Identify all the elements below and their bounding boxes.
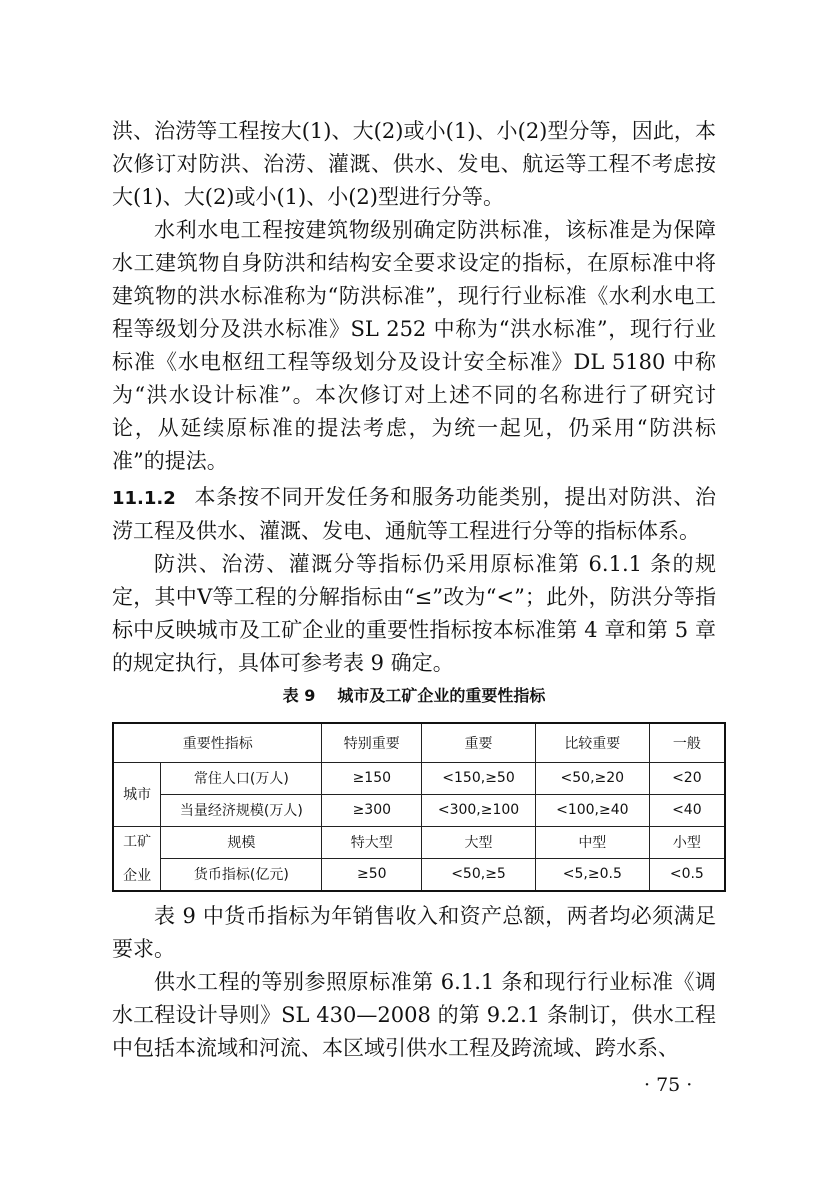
table-cell: <50,≥5: [422, 858, 536, 891]
table-cell: <50,≥20: [535, 762, 649, 794]
table-cell: 小型: [649, 826, 725, 858]
header-relatively-important: 比较重要: [535, 723, 649, 762]
table-cell: <5,≥0.5: [535, 858, 649, 891]
table-cell: <0.5: [649, 858, 725, 891]
header-important: 重要: [422, 723, 536, 762]
paragraph-continuation: 洪、治涝等工程按大(1)、大(2)或小(1)、小(2)型分等，因此，本次修订对防洪、治涝、灌溉、供水、发电、航运等工程不考虑按大(1)、大(2)或小(1)、小(2)型进行分等。: [112, 119, 716, 209]
table-row: [113, 858, 725, 891]
paragraph-currency-note: 表 9 中货币指标为年销售收入和资产总额，两者均必须满足要求。: [112, 904, 716, 961]
table-cell: 中型: [535, 826, 649, 858]
table-title: 城市及工矿企业的重要性指标: [337, 686, 546, 705]
table-cell: 大型: [422, 826, 536, 858]
table-row: [113, 762, 725, 794]
table-cell: 特大型: [322, 826, 422, 858]
clause-11-1-2: [112, 481, 716, 548]
table-caption: [112, 683, 716, 706]
importance-table: [112, 722, 726, 892]
table-cell: <300,≥100: [422, 794, 536, 826]
table-cell: <20: [649, 762, 725, 794]
table-row: [113, 794, 725, 826]
paragraph-grading-indicators: 防洪、治涝、灌溉分等指标仍采用原标准第 6.1.1 条的规定，其中Ⅴ等工程的分解指标由“≤”改为“<”；此外，防洪分等指标中反映城市及工矿企业的重要性指标按本标准第 4 章和第 5 章的规定执行，具体可参考表 9 确定。: [112, 552, 716, 675]
clause-number: 11.1.2: [112, 488, 176, 509]
table-cell: <100,≥40: [535, 794, 649, 826]
table-cell: <40: [649, 794, 725, 826]
table-cell: ≥300: [322, 794, 422, 826]
table-number: 表 9: [282, 686, 316, 705]
row-label: 货币指标(亿元): [161, 858, 322, 891]
table-cell: <150,≥50: [422, 762, 536, 794]
header-indicator: 重要性指标: [113, 723, 322, 762]
page-number: · 75 ·: [644, 1074, 693, 1096]
group-city: 城市: [113, 762, 161, 826]
table-cell: ≥150: [322, 762, 422, 794]
group-industrial-enterprise: [113, 826, 161, 891]
paragraph-water-supply: 供水工程的等别参照原标准第 6.1.1 条和现行行业标准《调水工程设计导则》SL 430—2008 的第 9.2.1 条制订，供水工程中包括本流域和河流、本区域引供水工程及跨流域、跨水系、: [112, 970, 716, 1060]
row-label: 规模: [161, 826, 322, 858]
row-label: 当量经济规模(万人): [161, 794, 322, 826]
paragraph-flood-standard: 水利水电工程按建筑物级别确定防洪标准，该标准是为保障水工建筑物自身防洪和结构安全要求设定的指标，在原标准中将建筑物的洪水标准称为“防洪标准”，现行行业标准《水利水电工程等级划分及洪水标准》SL 252 中称为“洪水标准”，现行行业标准《水电枢纽工程等级划分及设计安全标准》DL 5180 中称为“洪水设计标准”。本次修订对上述不同的名称进行了研究讨论，从延续原标准的提法考虑，为统一起见，仍采用“防洪标准”的提法。: [112, 218, 716, 473]
table-row: [113, 826, 725, 858]
group-label-line: 工矿: [123, 834, 152, 851]
header-general: 一般: [649, 723, 725, 762]
clause-text: 本条按不同开发任务和服务功能类别，提出对防洪、治涝工程及供水、灌溉、发电、通航等工程进行分等的指标体系。: [112, 485, 716, 543]
row-label: 常住人口(万人): [161, 762, 322, 794]
table-header-row: [113, 723, 725, 762]
group-label-line: 企业: [123, 868, 152, 885]
header-especially-important: 特别重要: [322, 723, 422, 762]
table-cell: ≥50: [322, 858, 422, 891]
